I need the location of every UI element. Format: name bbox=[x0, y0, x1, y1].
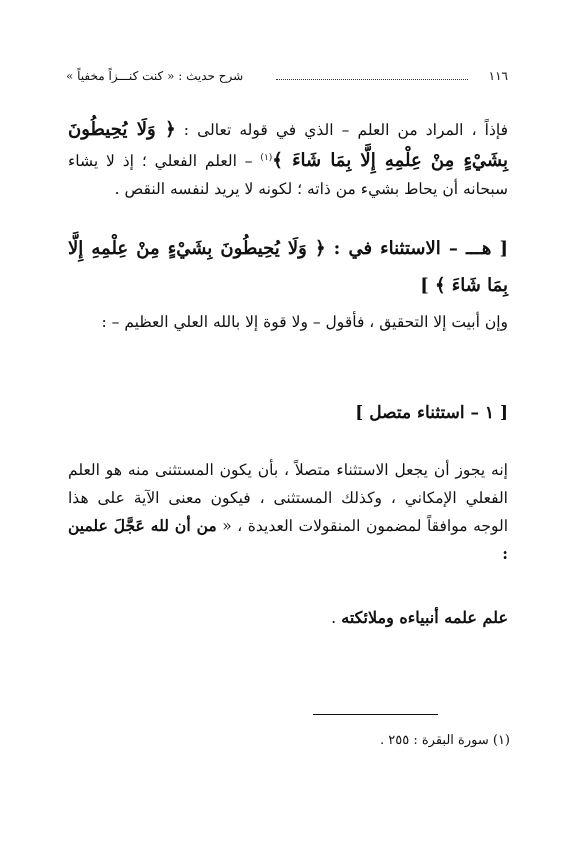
running-title: شرح حديث : « كنت كنـــزاً مخفياً » bbox=[66, 69, 244, 83]
paragraph-3: وإن أبيت إلا التحقيق ، فأقول – ولا قوة إلا بالله العلي العظيم – : bbox=[101, 313, 508, 331]
paragraph-1 bbox=[68, 116, 508, 203]
paragraph-5 bbox=[68, 604, 508, 632]
paragraph-1-text-b: – العلم الفعلي ؛ إذ لا يشاء سبحانه أن يحاط بشيء من ذاته ؛ لكونه لا يريد لنفسه النقص . bbox=[68, 152, 508, 199]
paragraph-5-bold: علم علمه أنبياءه وملائكته bbox=[341, 608, 508, 627]
paragraph-4-bold: من أن لله عَجَّلَ علمين : bbox=[68, 516, 508, 563]
paragraph-4 bbox=[68, 456, 508, 568]
paragraph-1-text-a: فإذاً ، المراد من العلم – الذي في قوله تعالى : bbox=[183, 121, 508, 139]
footnote-separator bbox=[313, 714, 438, 715]
paragraph-4-text: إنه يجوز أن يجعل الاستثناء متصلاً ، بأن يكون المستثنى منه هو العلم الفعلي الإمكاني ، وكذلك المستثنى ، فيكون معنى الآية على هذا الوجه موافقاً لمضمون المنقولات العديدة ، « bbox=[68, 461, 508, 535]
paragraph-5-end: . bbox=[331, 608, 337, 627]
section-heading-he: [ هـــ – الاستثناء في : ﴿ وَلَا يُحِيطُونَ بِشَيْءٍ مِنْ عِلْمِهِ إِلَّا بِمَا شَاءَ ﴾ ] bbox=[68, 238, 508, 296]
header-dotted-leader bbox=[276, 79, 468, 80]
quran-quote: ﴿ وَلَا يُحِيطُونَ بِشَيْءٍ مِنْ عِلْمِهِ إِلَّا بِمَا شَاءَ ﴾ bbox=[68, 119, 509, 172]
footnote-reference: (١) bbox=[260, 153, 273, 163]
footnote: (١) سورة البقرة : ٢٥٥ . bbox=[379, 733, 510, 748]
section-heading-1: [ ١ – استثناء متصل ] bbox=[355, 403, 508, 423]
page-header bbox=[66, 66, 508, 86]
page-number: ١١٦ bbox=[488, 69, 508, 83]
